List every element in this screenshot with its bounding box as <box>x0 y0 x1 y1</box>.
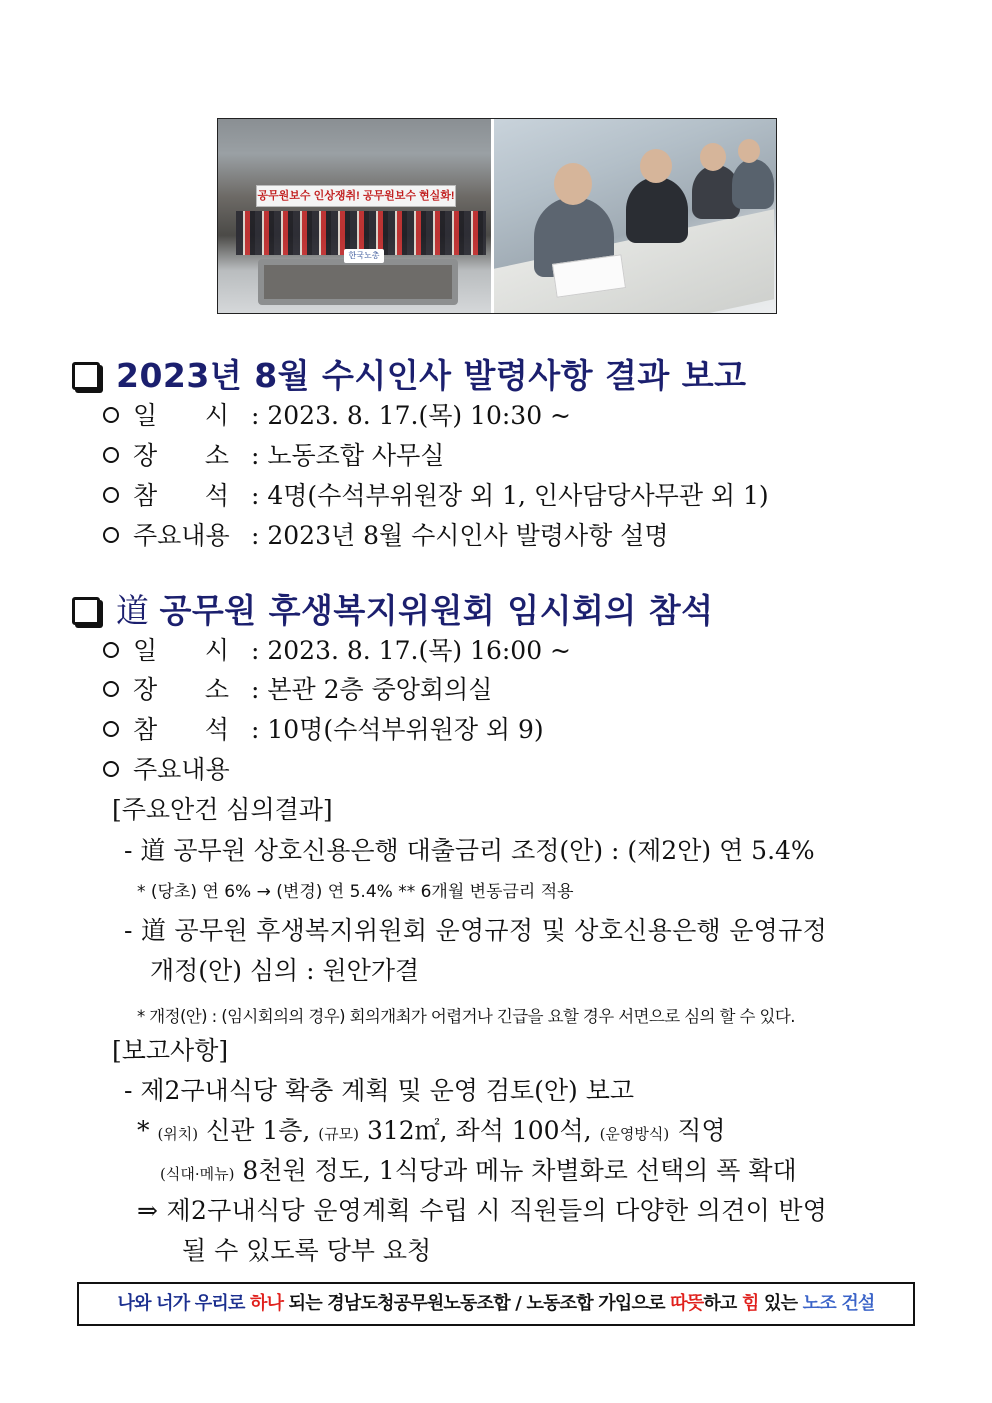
slogan-part: 하고 <box>703 1293 742 1314</box>
circle-bullet-icon <box>103 447 119 463</box>
slogan-part: 있는 <box>758 1293 803 1314</box>
slogan-part-highlight: 힘 <box>741 1293 759 1314</box>
section1-row-attendees: 참 석 : 4명(수석부위원장 외 1, 인사담당사무관 외 1) <box>103 480 769 512</box>
circle-bullet-icon <box>103 642 119 658</box>
circle-bullet-icon <box>103 527 119 543</box>
section2-row-date: 일 시 : 2023. 8. 17.(목) 16:00 ~ <box>103 635 571 667</box>
checkbox-icon <box>72 597 100 625</box>
slogan-part-highlight: 노조 건설 <box>802 1293 875 1314</box>
rally-banner: 공무원보수 인상쟁취! 공무원보수 현실화! <box>256 185 456 207</box>
request-line2: 될 수 있도록 당부 요청 <box>182 1236 432 1265</box>
slogan-part-highlight: 따뜻 <box>670 1293 704 1314</box>
person-2-head <box>640 149 672 183</box>
report-item-1-detail: * (위치) 신관 1층, (규모) 312㎡, 좌석 100석, (운영방식) 직영 <box>137 1116 726 1145</box>
person-1-head <box>554 163 592 205</box>
circle-bullet-icon <box>103 761 119 777</box>
person-4-head <box>738 139 760 163</box>
person-2 <box>626 177 688 243</box>
conference-table <box>258 259 458 305</box>
report-item-1: - 제2구내식당 확충 계획 및 운영 검토(안) 보고 <box>124 1076 635 1105</box>
section1-row-content: 주요내용 : 2023년 8월 수시인사 발령사항 설명 <box>103 520 669 552</box>
slogan-part-highlight: 하나 <box>250 1293 284 1314</box>
union-logo: 한국노총 <box>344 249 384 263</box>
person-4 <box>732 159 774 209</box>
section1-row-date: 일 시 : 2023. 8. 17.(목) 10:30 ~ <box>103 400 571 432</box>
union-slogan-box <box>77 1282 915 1326</box>
person-3-head <box>700 143 726 171</box>
section1-row-place: 장 소 : 노동조합 사무실 <box>103 440 444 472</box>
request-line1: ⇒ 제2구내식당 운영계획 수립 시 직원들의 다양한 의견이 반영 <box>137 1196 828 1225</box>
section2-row-place: 장 소 : 본관 2층 중앙회의실 <box>103 674 492 706</box>
agenda-item-2-line2: 개정(안) 심의 : 원안가결 <box>150 956 420 985</box>
agenda-item-2-line1: - 道 공무원 후생복지위원회 운영규정 및 상호신용은행 운영규정 <box>124 916 828 945</box>
slogan-part: 되는 경남도청공무원노동조합 / 노동조합 가입으로 <box>283 1293 671 1314</box>
agenda-heading: [주요안건 심의결과] <box>112 795 333 824</box>
section1-title: 2023년 8월 수시인사 발령사항 결과 보고 <box>72 350 747 397</box>
photo-union-rally <box>218 119 494 313</box>
checkbox-icon <box>72 362 100 390</box>
circle-bullet-icon <box>103 407 119 423</box>
report-heading: [보고사항] <box>112 1036 229 1065</box>
report-item-1-price: (식대·메뉴) 8천원 정도, 1식당과 메뉴 차별화로 선택의 폭 확대 <box>160 1156 797 1185</box>
slogan-part: 나와 너가 우리로 <box>117 1293 251 1314</box>
agenda-item-2-note: * 개정(안) : (임시회의의 경우) 회의개최가 어렵거나 긴급을 요할 경우 서면으로 심의 할 수 있다. <box>137 1007 795 1026</box>
section2-row-content: 주요내용 <box>103 754 230 786</box>
photo-committee-meeting <box>494 119 776 313</box>
agenda-item-1-note: * (당초) 연 6% → (변경) 연 5.4% ** 6개월 변동금리 적용 <box>137 882 574 902</box>
circle-bullet-icon <box>103 721 119 737</box>
section2-title: 道 공무원 후생복지위원회 임시회의 참석 <box>72 585 714 632</box>
circle-bullet-icon <box>103 681 119 697</box>
circle-bullet-icon <box>103 487 119 503</box>
agenda-item-1: - 道 공무원 상호신용은행 대출금리 조정(안) : (제2안) 연 5.4% <box>124 836 815 865</box>
photo-strip <box>217 118 777 314</box>
section2-row-attendees: 참 석 : 10명(수석부위원장 외 9) <box>103 714 544 746</box>
implies-arrow-icon: ⇒ <box>137 1196 159 1225</box>
